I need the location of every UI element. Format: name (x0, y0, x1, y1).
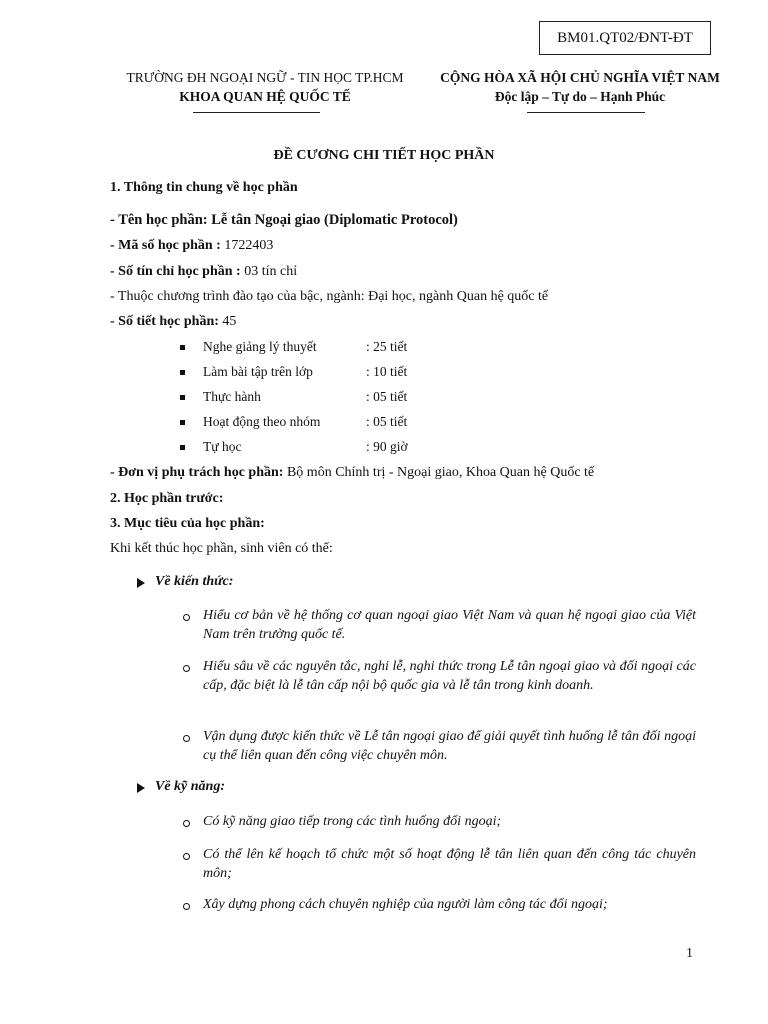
breakdown-label: Hoạt động theo nhóm (203, 414, 321, 429)
section2-heading: 2. Học phần trước: (110, 491, 224, 506)
arrow-bullet-icon (137, 578, 145, 588)
circle-bullet-icon (183, 820, 190, 827)
square-bullet-icon (180, 345, 185, 350)
arrow-bullet-icon (137, 783, 145, 793)
unit-label: - Đơn vị phụ trách học phần: (110, 465, 284, 480)
breakdown-value: : 90 giờ (366, 439, 408, 454)
skills-item: Có thể lên kế hoạch tổ chức một số hoạt động lễ tân liên quan đến công tác chuyên môn; (203, 847, 696, 881)
breakdown-label: Thực hành (203, 389, 261, 404)
skills-heading: Về kỹ năng: (155, 779, 225, 794)
section3-heading: 3. Mục tiêu của học phần: (110, 516, 265, 531)
breakdown-value: : 05 tiết (366, 389, 408, 404)
header-left-underline (193, 112, 320, 113)
unit-line (110, 465, 594, 481)
national-motto: Độc lập – Tự do – Hạnh Phúc (494, 89, 666, 104)
section1-heading: 1. Thông tin chung về học phần (110, 180, 298, 195)
header-right-underline (527, 112, 645, 113)
circle-bullet-icon (183, 614, 190, 621)
breakdown-value: : 25 tiết (366, 339, 408, 354)
periods-label: - Số tiết học phần: (110, 314, 219, 329)
course-code-value: 1722403 (220, 238, 274, 253)
skills-item: Có kỹ năng giao tiếp trong các tình huống đối ngoại; (203, 814, 502, 829)
circle-bullet-icon (183, 665, 190, 672)
unit-value: Bộ môn Chính trị - Ngoại giao, Khoa Quan hệ Quốc tế (283, 465, 595, 480)
country-name: CỘNG HÒA XÃ HỘI CHỦ NGHĨA VIỆT NAM (440, 70, 720, 85)
breakdown-value: : 05 tiết (366, 414, 408, 429)
knowledge-item: Hiểu cơ bản về hệ thống cơ quan ngoại giao Việt Nam và quan hệ ngoại giao của Việt Nam trên trường quốc tế. (203, 608, 696, 642)
square-bullet-icon (180, 370, 185, 375)
course-name-line (110, 212, 458, 229)
credits-value: 03 tín chỉ (240, 264, 298, 279)
program-line: - Thuộc chương trình đào tạo của bậc, ngành: Đại học, ngành Quan hệ quốc tế (110, 289, 549, 304)
circle-bullet-icon (183, 735, 190, 742)
breakdown-label: Tự học (203, 439, 242, 454)
knowledge-heading: Về kiến thức: (155, 574, 234, 589)
knowledge-item: Hiểu sâu về các nguyên tắc, nghi lễ, nghi thức trong Lễ tân ngoại giao và đối ngoại các cấp, đặc biệt là lễ tân cấp nội bộ quốc gia và lễ tân trong kinh doanh. (203, 659, 696, 693)
square-bullet-icon (180, 445, 185, 450)
form-code: BM01.QT02/ĐNT-ĐT (539, 21, 711, 55)
square-bullet-icon (180, 395, 185, 400)
breakdown-label: Làm bài tập trên lớp (203, 364, 313, 379)
circle-bullet-icon (183, 903, 190, 910)
document-title: ĐỀ CƯƠNG CHI TIẾT HỌC PHẦN (273, 148, 495, 163)
breakdown-value: : 10 tiết (366, 364, 408, 379)
credits-label: - Số tín chỉ học phần : (110, 264, 241, 279)
periods-line (110, 314, 236, 330)
course-code-line (110, 238, 273, 254)
periods-value: 45 (218, 314, 237, 329)
page-number: 1 (686, 946, 693, 961)
skills-item: Xây dựng phong cách chuyên nghiệp của người làm công tác đối ngoại; (203, 897, 608, 912)
credits-line (110, 264, 297, 280)
university-name: TRƯỜNG ĐH NGOẠI NGỮ - TIN HỌC TP.HCM (126, 70, 404, 85)
square-bullet-icon (180, 420, 185, 425)
section3-intro: Khi kết thúc học phần, sinh viên có thể: (110, 541, 333, 556)
circle-bullet-icon (183, 853, 190, 860)
faculty-name: KHOA QUAN HỆ QUỐC TẾ (179, 89, 351, 104)
knowledge-item: Vận dụng được kiến thức về Lễ tân ngoại giao để giải quyết tình huống lễ tân đối ngoại cụ thể liên quan đến công việc chuyên môn. (203, 729, 696, 763)
course-code-label: - Mã số học phần : (110, 238, 221, 253)
course-name-value: Lễ tân Ngoại giao (Diplomatic Protocol) (207, 212, 458, 228)
breakdown-label: Nghe giảng lý thuyết (203, 339, 317, 354)
course-name-label: - Tên học phần: (110, 212, 208, 228)
